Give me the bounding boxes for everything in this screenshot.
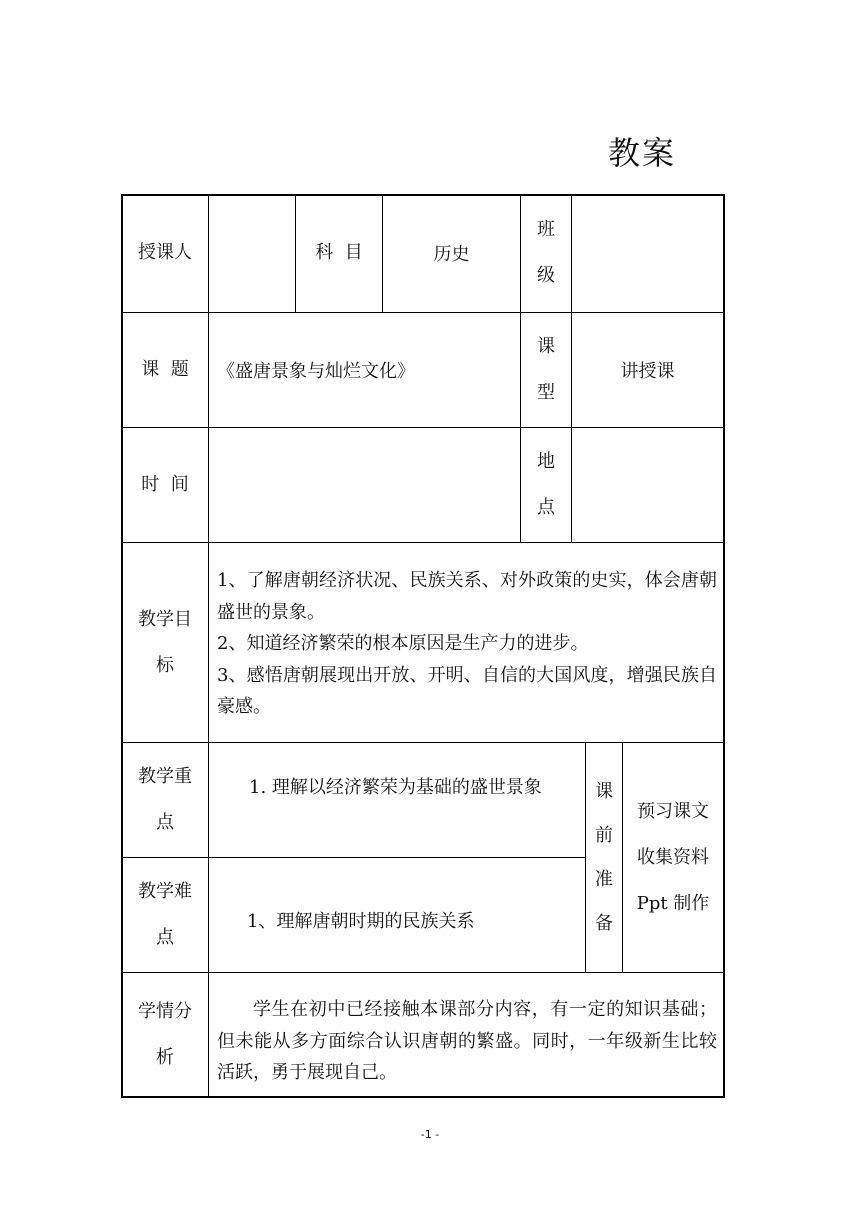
- preparation-label-char: 前: [595, 824, 613, 846]
- preparation-item: 预习课文: [637, 800, 709, 822]
- class-value: [572, 194, 723, 312]
- row-divider: [121, 542, 725, 543]
- analysis-text: 学生在初中已经接触本课部分内容，有一定的知识基础；但未能从多方面综合认识唐朝的繁盛。同时，一年级新生比较活跃，勇于展现自己。: [217, 999, 717, 1083]
- lesson-plan-table: [121, 194, 725, 1098]
- preparation-label-char: 准: [595, 868, 613, 890]
- place-label-char: 地: [537, 451, 555, 472]
- class-label: [521, 194, 571, 312]
- place-label-char: 点: [537, 497, 555, 518]
- lesson-type-label: [521, 313, 571, 427]
- page-number: -1 -: [420, 1128, 440, 1141]
- teacher-value: [209, 194, 295, 312]
- analysis-label: [121, 973, 209, 1096]
- preparation-item: 收集资料: [637, 846, 709, 868]
- objective-item: 1、了解唐朝经济状况、民族关系、对外政策的史实，体会唐朝盛世的景象。: [217, 570, 717, 623]
- topic-label: 课 题: [141, 359, 189, 380]
- objectives-label: [121, 543, 209, 742]
- difficulties-label-line: 教学难: [138, 881, 192, 902]
- preparation-label: [586, 743, 622, 972]
- objective-item: 3、感悟唐朝展现出开放、开明、自信的大国风度，增强民族自豪感。: [217, 664, 717, 717]
- key-points-label: [121, 743, 209, 857]
- analysis-label-line: 学情分: [138, 1000, 192, 1022]
- preparation-items: [623, 743, 723, 972]
- key-points-label-line: 教学重: [138, 766, 192, 787]
- key-points-value: 1. 理解以经济繁荣为基础的盛世景象: [249, 777, 542, 798]
- row-divider: [121, 972, 725, 973]
- class-label-char: 班: [537, 219, 555, 240]
- document-title: 教案: [608, 134, 677, 172]
- analysis-label-line: 析: [156, 1046, 174, 1068]
- lesson-type-value: 讲授课: [620, 361, 675, 382]
- difficulties-value: 1、理解唐朝时期的民族关系: [247, 911, 475, 932]
- objective-item: 2、知道经济繁荣的根本原因是生产力的进步。: [217, 633, 589, 654]
- key-points-label-line: 点: [156, 812, 174, 833]
- table-border-bottom: [121, 1096, 725, 1098]
- preparation-item: Ppt 制作: [636, 892, 710, 914]
- time-label: 时 间: [141, 474, 189, 495]
- table-border-right: [723, 194, 725, 1098]
- objectives-label-line: 教学目: [138, 608, 192, 630]
- preparation-label-char: 课: [595, 780, 613, 802]
- class-label-char: 级: [537, 265, 555, 286]
- difficulties-label: [121, 858, 209, 972]
- subject-label: 科 目: [315, 242, 363, 263]
- lesson-type-label-char: 课: [537, 336, 555, 357]
- objectives-text: [217, 565, 717, 723]
- topic-value: 《盛唐景象与灿烂文化》: [217, 361, 415, 382]
- preparation-label-char: 备: [595, 912, 613, 934]
- objectives-label-line: 标: [156, 654, 174, 676]
- difficulties-label-line: 点: [156, 927, 174, 948]
- time-value: [209, 428, 520, 542]
- place-label: [521, 428, 571, 542]
- lesson-type-label-char: 型: [537, 382, 555, 403]
- subject-value: 历史: [433, 244, 470, 265]
- teacher-label: 授课人: [138, 242, 192, 263]
- place-value: [572, 428, 723, 542]
